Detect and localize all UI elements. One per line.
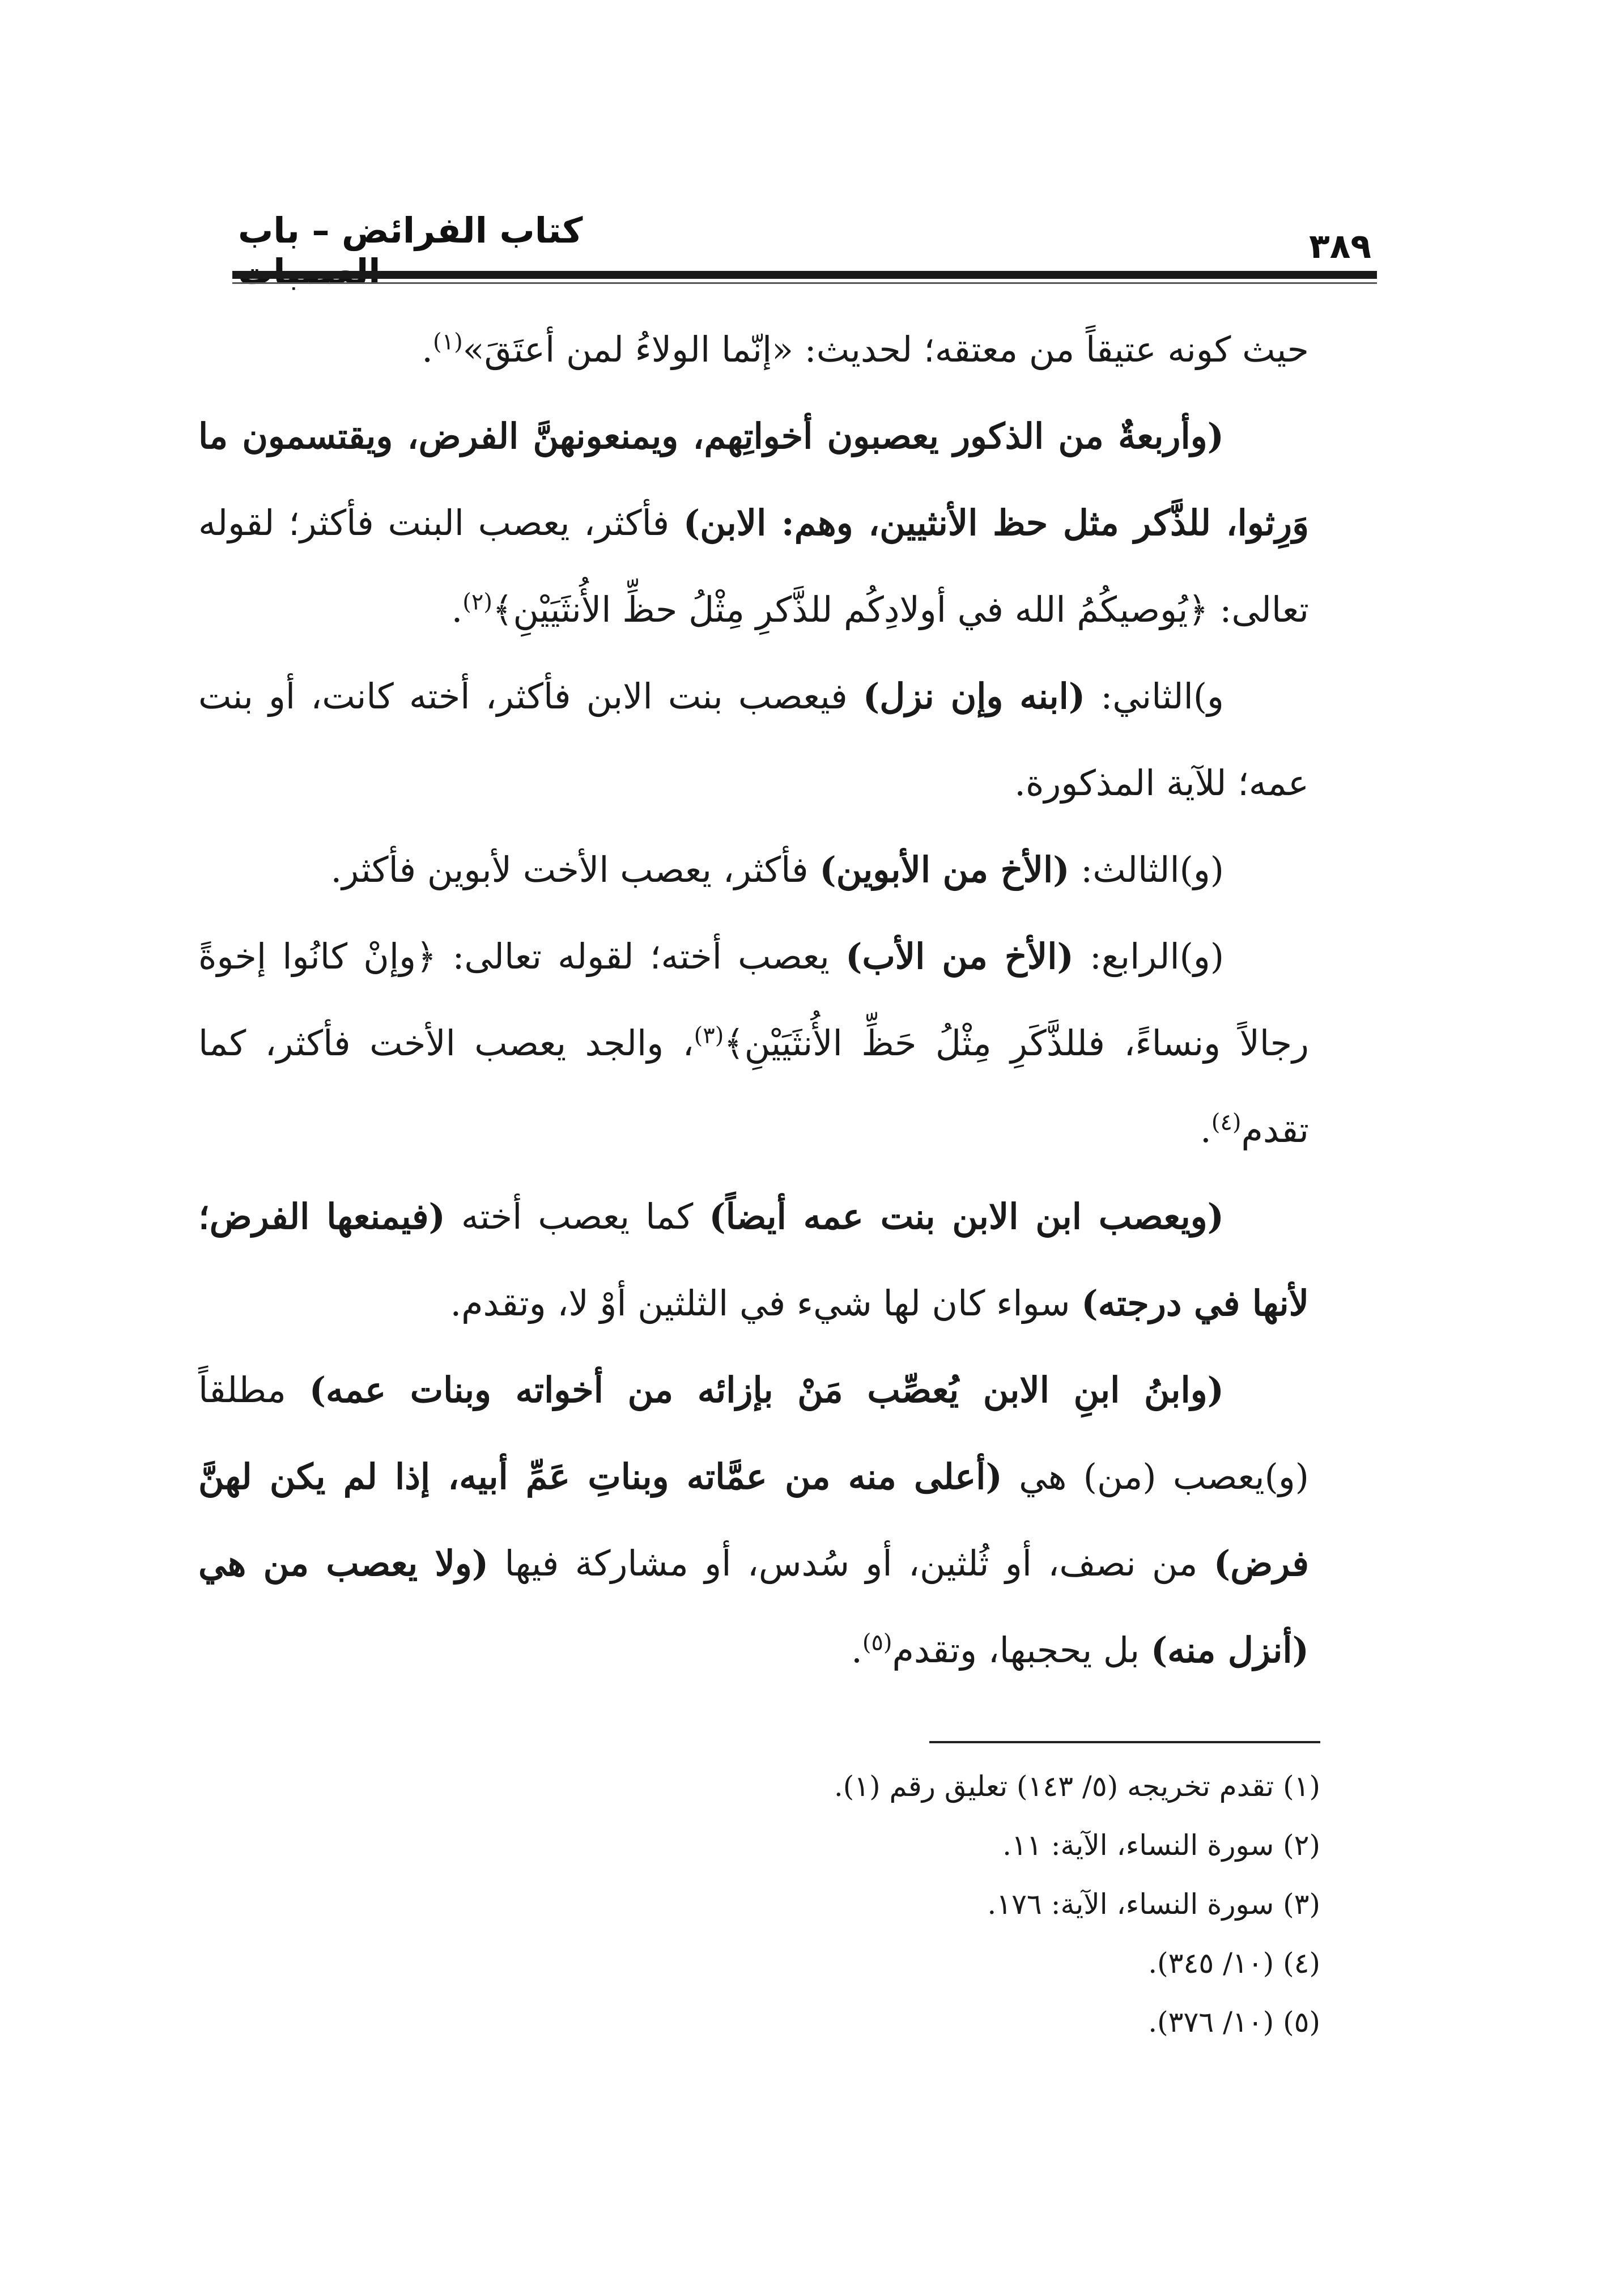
footnote-reference: (٢) [462,589,492,615]
commentary-text: فيعصب بنت الابن فأكثر، أخته كانت، أو بنت عمه؛ للآية المذكورة. [198,676,1309,804]
paragraph [198,306,1309,393]
matn-text: (فيمنعها الفرض؛ لأنها في درجته) [198,1196,1309,1324]
commentary-text: (و)الرابع: [1073,936,1225,977]
commentary-text: حيث كونه عتيقاً من معتقه؛ لحديث: «إنّما الولاءُ لمن أعتَقَ» [462,329,1309,370]
paragraph [198,913,1309,1173]
commentary-text: . [1200,1109,1211,1150]
commentary-text: كما يعصب أخته [445,1196,709,1237]
matn-text: (وأربعةٌ من الذكور يعصبون أخواتِهم، ويمنعونهنَّ الفرض، ويقتسمون ما وَرِثوا، للذَّكر مثل حظ الأنثيين، وهم: الابن) [198,415,1310,543]
footnotes [453,1757,1320,2052]
matn-text: (ويعصب ابن الابن بنت عمه أيضاً) [709,1196,1224,1237]
footnote: (٢) سورة النساء، الآية: ١١. [1002,1829,1320,1862]
footnote-separator [929,1741,1320,1743]
commentary-text: فأكثر، يعصب الأخت لأبوين فأكثر. [330,849,820,890]
commentary-text: بل يحجبها، وتقدم [892,1629,1151,1671]
matn-text: (الأخ من الأبوين) [819,849,1070,890]
commentary-text: مطلقاً [198,1369,309,1411]
footnote: (٤) (١٠/ ٣٤٥). [1148,1947,1320,1980]
main-text [198,306,1309,1693]
commentary-text: . [422,329,433,370]
commentary-text: سواء كان لها شيء في الثلثين أوْ لا، وتقدم. [450,1283,1082,1324]
commentary-text: (و)يعصب (من) هي [1002,1456,1309,1497]
commentary-text: (و)الثالث: [1069,849,1224,890]
header-rule [232,271,1377,279]
commentary-text: . [851,1629,862,1671]
commentary-text: فأكثر، يعصب البنت فأكثر؛ لقوله تعالى: ﴿يُوصيكُمُ الله في أولادِكُم للذَّكرِ مِثْلُ حظِّ الأُنثَيَيْنِ﴾ [198,502,1309,630]
footnote-reference: (١) [432,329,463,355]
commentary-text: يعصب أخته؛ لقوله تعالى: ﴿وإنْ كانُوا إخوةً رجالاً ونساءً، فللذَّكَرِ مِثْلُ حَظِّ الأُنثَيَيْنِ﴾ [198,936,1310,1064]
footnote: (٥) (١٠/ ٣٧٦). [1148,2006,1320,2039]
footnote-reference: (٣) [694,1022,724,1049]
footnote: (٣) سورة النساء، الآية: ١٧٦. [987,1888,1320,1921]
footnote: (١) تقدم تخريجه (٥/ ١٤٣) تعليق رقم (١). [834,1770,1320,1803]
matn-text: (ابنه وإن نزل) [862,676,1086,717]
page-number: ٣٨٩ [1309,227,1371,266]
commentary-text: و)الثاني: [1085,676,1224,717]
paragraph [198,826,1309,913]
header-rule-thin [232,282,1377,284]
commentary-text: من نصف، أو ثُلثين، أو سُدس، أو مشاركة فيها [488,1543,1214,1584]
paragraph [198,1347,1309,1693]
paragraph [198,653,1309,826]
matn-text: (ولا يعصب من هي (أنزل منه) [198,1543,1309,1671]
paragraph [198,393,1309,653]
commentary-text: ، والجد يعصب الأخت فأكثر، كما تقدم [198,1022,1309,1150]
commentary-text: . [451,589,463,630]
matn-text: (الأخ من الأب) [845,936,1074,977]
footnote-reference: (٥) [862,1629,892,1656]
footnote-reference: (٤) [1211,1109,1242,1136]
paragraph [198,1173,1309,1347]
matn-text: (وابنُ ابنِ الابن يُعصِّب مَنْ بإزائه من أخواته وبنات عمه) [309,1369,1225,1411]
running-header-title: كتاب الفرائض – باب [238,210,583,251]
matn-text: (أعلى منه من عمَّاته وبناتِ عَمِّ أبيه، إذا لم يكن لهنَّ فرض) [198,1456,1309,1584]
